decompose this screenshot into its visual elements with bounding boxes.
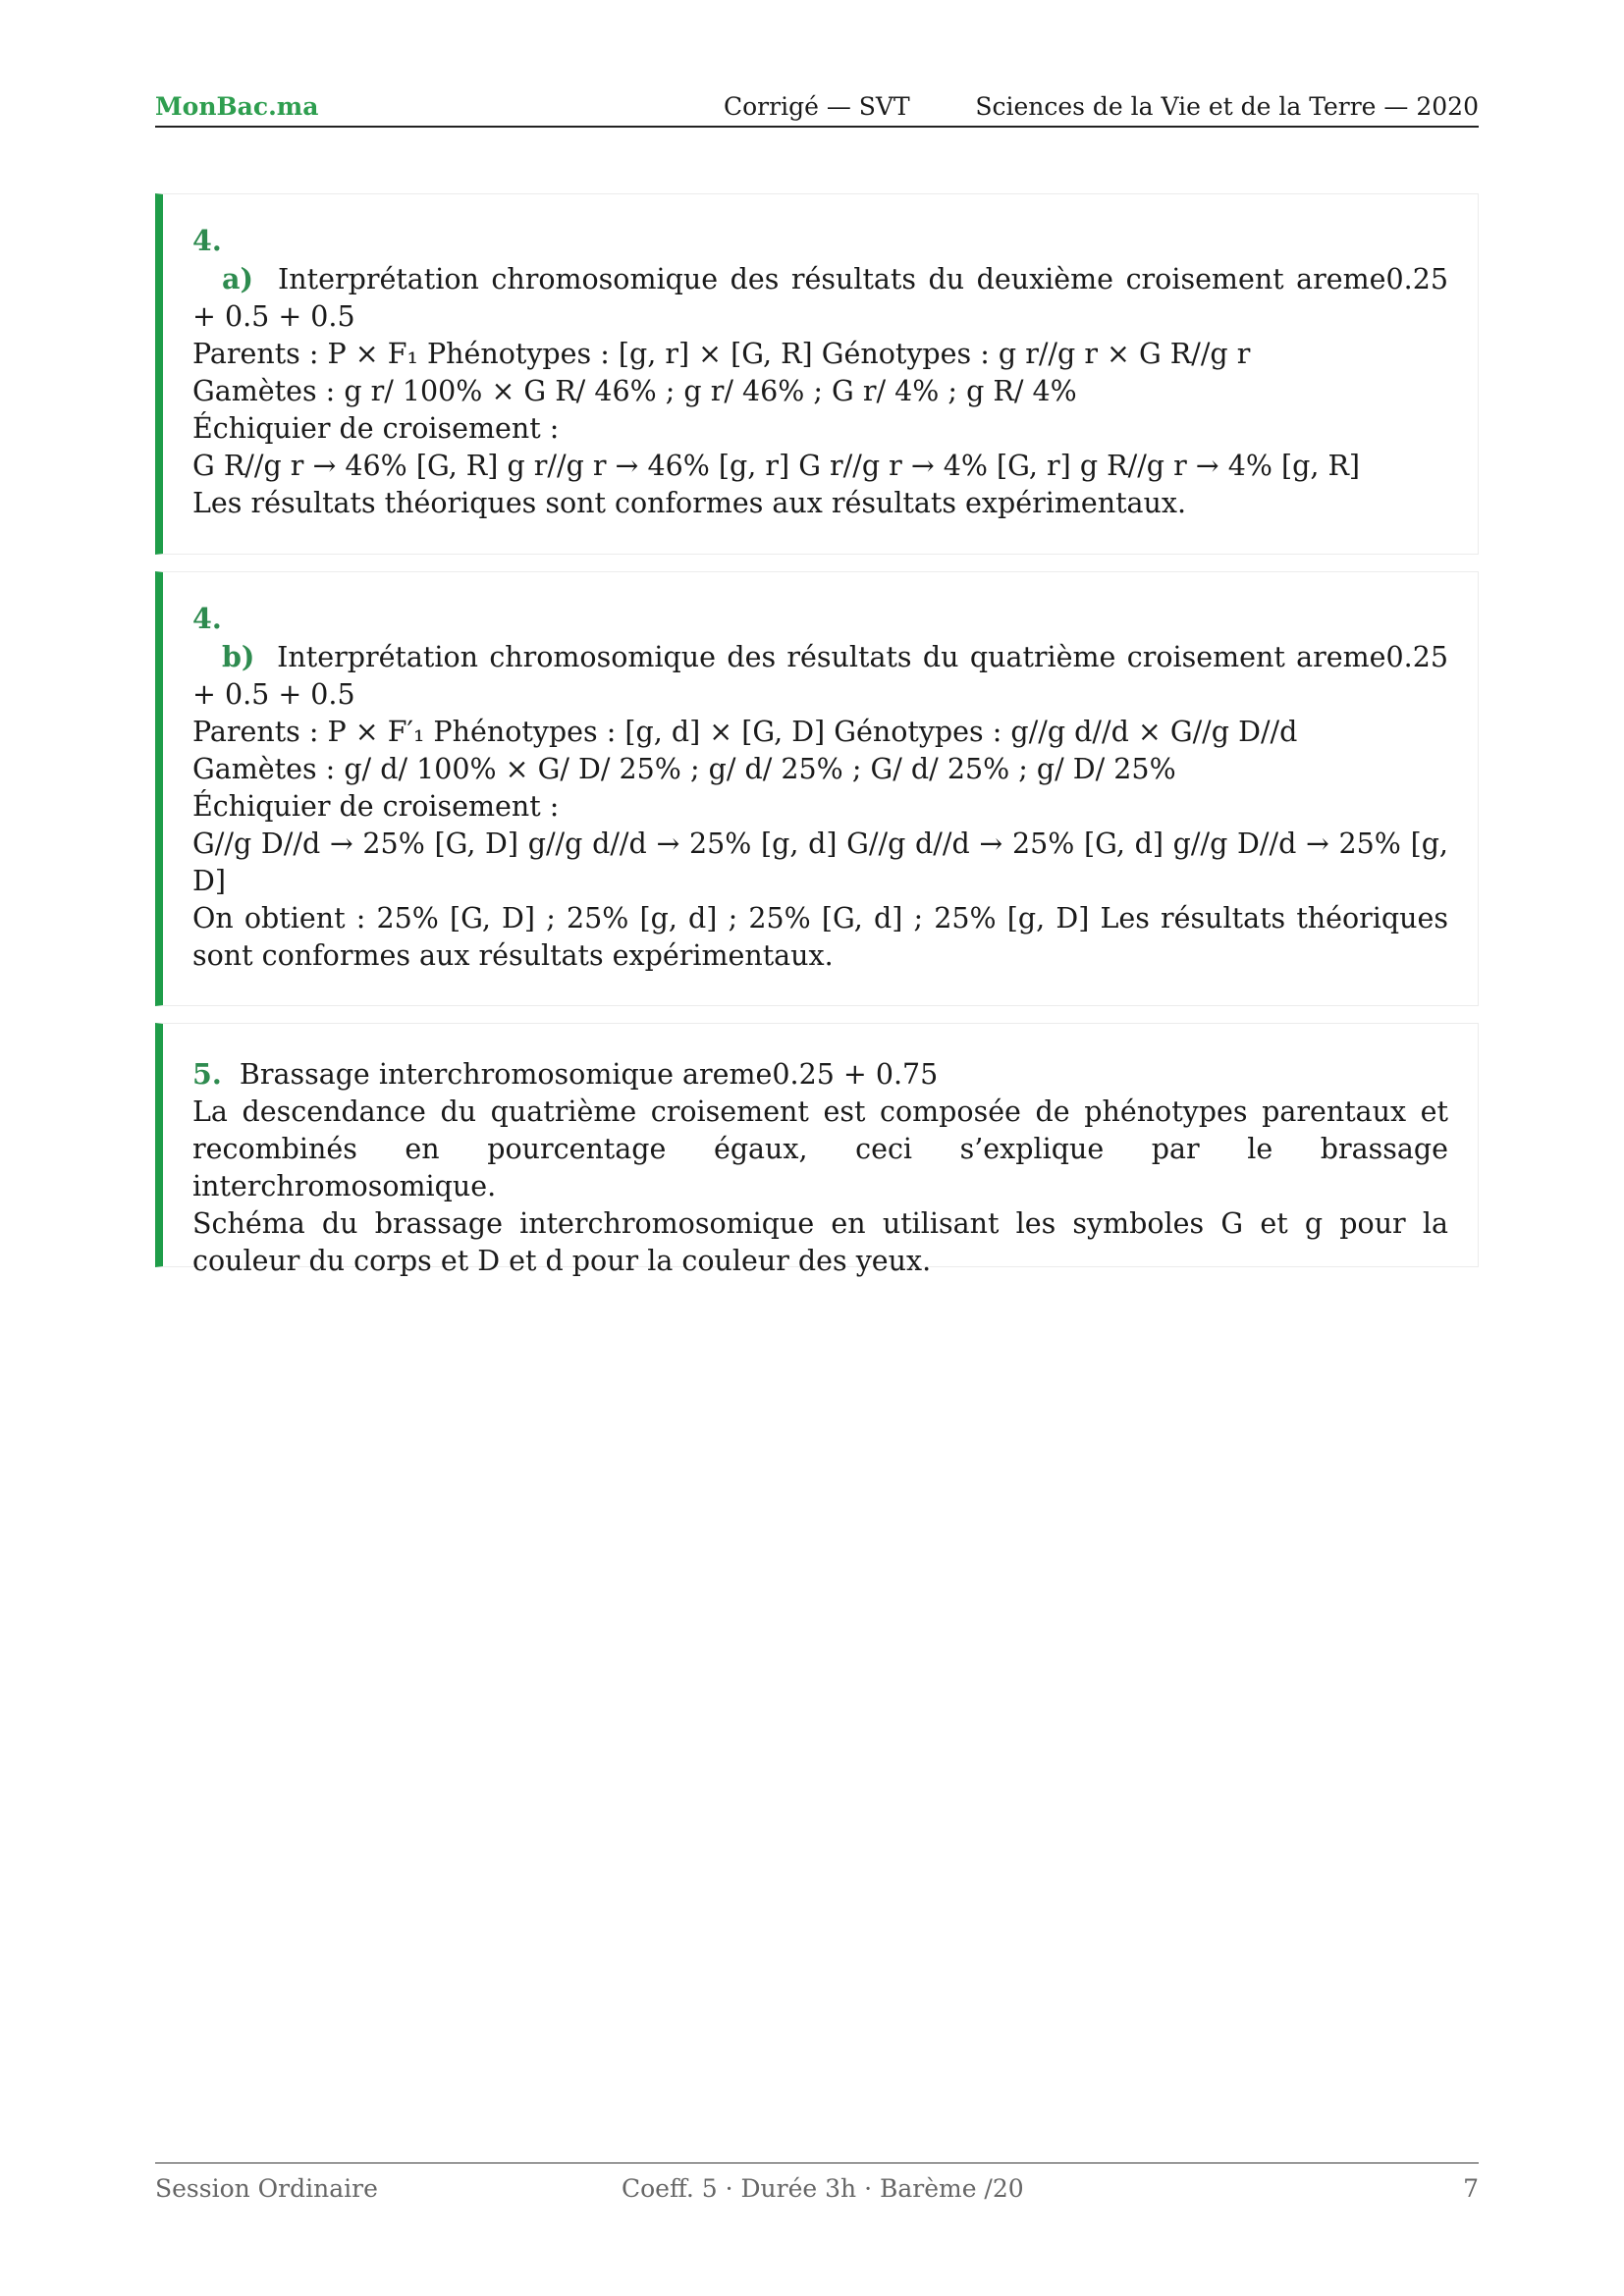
gametes-line: Gamètes : g r/ 100% × G R/ 46% ; g r/ 46% ; G r/ 4% ; g R/ 4%: [192, 375, 1077, 407]
question-title: Brassage interchromosomique areme0.25 + 0.75: [239, 1058, 939, 1091]
page-number: 7: [1463, 2174, 1479, 2203]
echiquier-results: G R//g r → 46% [G, R] g r//g r → 46% [g, r] G r//g r → 4% [G, r] g R//g r → 4% [g, R]: [192, 450, 1361, 482]
parents-line: Parents : P × F′₁ Phénotypes : [g, d] × [G, D] Génotypes : g//g d//d × G//g D//d: [192, 716, 1298, 748]
echiquier-label: Échiquier de croisement :: [192, 412, 560, 445]
page-header: [155, 90, 1479, 128]
echiquier-label: Échiquier de croisement :: [192, 790, 560, 823]
sub-question-heading: [192, 260, 1448, 336]
question-number: 4.: [192, 602, 222, 635]
answer-block-5: [155, 1023, 1479, 1277]
header-title: Sciences de la Vie et de la Terre — 2020: [975, 92, 1479, 121]
parents-line: Parents : P × F₁ Phénotypes : [g, r] × [G, R] Génotypes : g r//g r × G R//g r: [192, 338, 1251, 370]
question-heading: [192, 1055, 1448, 1094]
answer-block-4b: [155, 571, 1479, 1006]
schema-paragraph: Schéma du brassage interchromosomique en utilisant les symboles G et g pour la couleur du corps et D et d pour la couleur des yeux.: [192, 1207, 1448, 1277]
answer-block-4a: [155, 193, 1479, 555]
gametes-line: Gamètes : g/ d/ 100% × G/ D/ 25% ; g/ d/ 25% ; G/ d/ 25% ; g/ D/ 25%: [192, 753, 1176, 785]
echiquier-results: G//g D//d → 25% [G, D] g//g d//d → 25% [g, d] G//g d//d → 25% [G, d] g//g D//d → 25% [g, D]: [192, 828, 1448, 897]
question-number: 4.: [192, 224, 222, 257]
conclusion-line: On obtient : 25% [G, D] ; 25% [g, d] ; 25% [G, d] ; 25% [g, D] Les résultats théoriques sont conformes aux résultats expérimentaux.: [192, 902, 1448, 972]
sub-question-title: Interprétation chromosomique des résultats du quatrième croisement areme0.25 + 0.5 + 0.5: [192, 641, 1448, 711]
header-subject: Corrigé — SVT: [724, 92, 910, 121]
footer-session: Session Ordinaire: [155, 2174, 378, 2203]
sub-question-heading: [192, 638, 1448, 714]
question-number: 5.: [192, 1057, 222, 1091]
sub-question-label: a): [222, 262, 253, 295]
conclusion-line: Les résultats théoriques sont conformes aux résultats expérimentaux.: [192, 487, 1187, 519]
brand-logo-text: MonBac.ma: [155, 92, 319, 121]
explanation-paragraph: La descendance du quatrième croisement est composée de phénotypes parentaux et recombinés en pourcentage égaux, ceci s’explique par le brassage interchromosomique.: [192, 1095, 1448, 1202]
footer-info: Coeff. 5 · Durée 3h · Barème /20: [622, 2174, 1024, 2203]
sub-question-title: Interprétation chromosomique des résultats du deuxième croisement areme0.25 + 0.5 + 0.5: [192, 263, 1448, 333]
sub-question-label: b): [222, 640, 255, 673]
